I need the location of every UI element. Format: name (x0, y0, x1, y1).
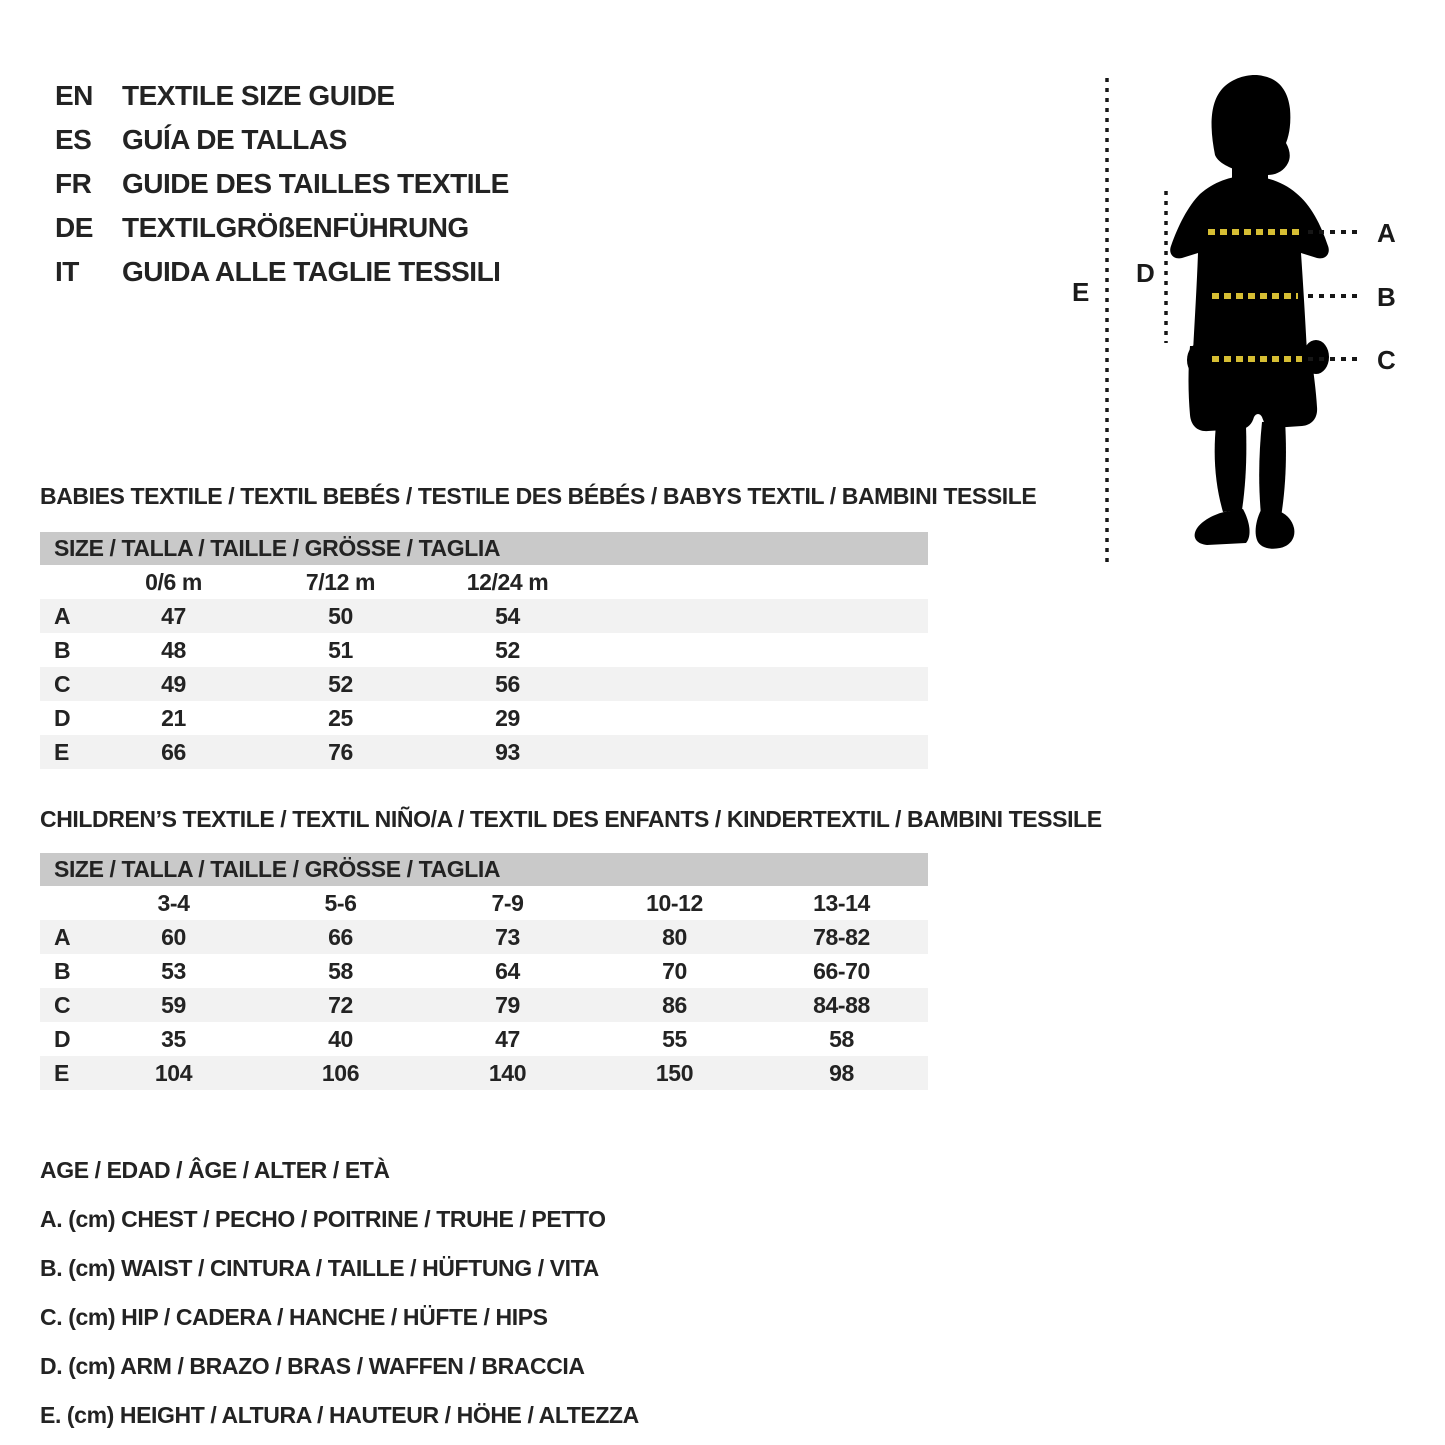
cell: 70 (662, 958, 687, 984)
children-section-title: CHILDREN’S TEXTILE / TEXTIL NIÑO/A / TEXTIL DES ENFANTS / KINDERTEXTIL / BAMBINI TESSILE (40, 806, 1102, 832)
babies-table-header-bar: SIZE / TALLA / TAILLE / GRÖSSE / TAGLIA (40, 532, 928, 565)
table-row-d (40, 701, 928, 735)
cell: 49 (161, 671, 186, 697)
language-code: ES (55, 124, 92, 155)
cell: 98 (829, 1060, 854, 1086)
row-label: B (54, 637, 71, 663)
children-table-header-bar: SIZE / TALLA / TAILLE / GRÖSSE / TAGLIA (40, 853, 928, 886)
column-header: 13-14 (813, 890, 870, 916)
cell: 21 (161, 705, 186, 731)
column-header: 5-6 (324, 890, 357, 916)
table-row-d (40, 1022, 928, 1056)
cell: 47 (495, 1026, 520, 1052)
row-label: D (54, 1026, 71, 1052)
corner-spacer (40, 565, 90, 599)
cell: 25 (328, 705, 353, 731)
cell: 80 (662, 924, 687, 950)
column-header: 0/6 m (145, 569, 202, 595)
language-code: IT (55, 256, 79, 287)
cell: 58 (829, 1026, 854, 1052)
children-size-table (40, 853, 928, 1090)
cell: 56 (495, 671, 520, 697)
cell: 35 (161, 1026, 186, 1052)
cell: 79 (495, 992, 520, 1018)
table-row-c (40, 988, 928, 1022)
legend-chest: A. (cm) CHEST / PECHO / POITRINE / TRUHE / PETTO (40, 1206, 606, 1232)
row-label: A (54, 924, 71, 950)
cell: 140 (488, 1060, 527, 1086)
row-label: E (54, 1060, 69, 1086)
cell: 52 (328, 671, 353, 697)
cell: 86 (662, 992, 687, 1018)
cell: 58 (328, 958, 353, 984)
label-a: A (1377, 218, 1396, 248)
cell: 55 (662, 1026, 687, 1052)
table-row-b (40, 633, 928, 667)
guide-title-de: TEXTILGRÖßENFÜHRUNG (122, 212, 469, 243)
label-e: E (1072, 277, 1090, 307)
language-row-de (55, 206, 509, 250)
column-header: 7-9 (491, 890, 524, 916)
language-title-list (55, 74, 509, 294)
table-row-b (40, 954, 928, 988)
column-header: 10-12 (646, 890, 703, 916)
cell: 104 (154, 1060, 193, 1086)
label-b: B (1377, 282, 1396, 312)
language-row-es (55, 118, 509, 162)
cell: 40 (328, 1026, 353, 1052)
corner-spacer (40, 886, 90, 920)
table-row-c (40, 667, 928, 701)
cell: 73 (495, 924, 520, 950)
table-row-e (40, 735, 928, 769)
cell: 60 (161, 924, 186, 950)
cell: 78-82 (813, 924, 870, 950)
legend-height: E. (cm) HEIGHT / ALTURA / HAUTEUR / HÖHE / ALTEZZA (40, 1402, 639, 1428)
child-measurement-figure (1050, 60, 1445, 600)
row-label: C (54, 671, 71, 697)
measurement-legend (40, 1146, 639, 1440)
table-row-e (40, 1056, 928, 1090)
cell: 54 (495, 603, 520, 629)
legend-waist: B. (cm) WAIST / CINTURA / TAILLE / HÜFTUNG / VITA (40, 1255, 599, 1281)
child-silhouette (1170, 75, 1329, 549)
babies-column-headers (40, 565, 928, 599)
cell: 72 (328, 992, 353, 1018)
cell: 29 (495, 705, 520, 731)
babies-size-table (40, 532, 928, 769)
guide-title-fr: GUIDE DES TAILLES TEXTILE (122, 168, 509, 199)
label-d: D (1136, 258, 1155, 288)
row-label: E (54, 739, 69, 765)
cell: 64 (495, 958, 520, 984)
cell: 66-70 (813, 958, 870, 984)
cell: 52 (495, 637, 520, 663)
guide-title-en: TEXTILE SIZE GUIDE (122, 80, 395, 111)
guide-title-it: GUIDA ALLE TAGLIE TESSILI (122, 256, 501, 287)
cell: 48 (161, 637, 186, 663)
legend-hip: C. (cm) HIP / CADERA / HANCHE / HÜFTE / HIPS (40, 1304, 548, 1330)
language-code: FR (55, 168, 92, 199)
language-row-en (55, 74, 509, 118)
row-label: A (54, 603, 71, 629)
cell: 66 (161, 739, 186, 765)
guide-title-es: GUÍA DE TALLAS (122, 124, 347, 155)
table-row-a (40, 599, 928, 633)
column-header: 3-4 (157, 890, 190, 916)
children-column-headers (40, 886, 928, 920)
language-code: EN (55, 80, 93, 111)
cell: 76 (328, 739, 353, 765)
column-header: 7/12 m (305, 569, 376, 595)
table-row-a (40, 920, 928, 954)
cell: 59 (161, 992, 186, 1018)
row-label: D (54, 705, 71, 731)
cell: 93 (495, 739, 520, 765)
cell: 84-88 (813, 992, 870, 1018)
column-header: 12/24 m (466, 569, 549, 595)
legend-arm: D. (cm) ARM / BRAZO / BRAS / WAFFEN / BRACCIA (40, 1353, 585, 1379)
language-row-it (55, 250, 509, 294)
cell: 150 (655, 1060, 694, 1086)
cell: 50 (328, 603, 353, 629)
cell: 66 (328, 924, 353, 950)
language-row-fr (55, 162, 509, 206)
cell: 106 (321, 1060, 360, 1086)
cell: 47 (161, 603, 186, 629)
language-code: DE (55, 212, 93, 243)
legend-age: AGE / EDAD / ÂGE / ALTER / ETÀ (40, 1157, 390, 1183)
row-label: B (54, 958, 71, 984)
babies-section-title: BABIES TEXTILE / TEXTIL BEBÉS / TESTILE DES BÉBÉS / BABYS TEXTIL / BAMBINI TESSILE (40, 483, 1037, 509)
cell: 53 (161, 958, 186, 984)
row-label: C (54, 992, 71, 1018)
label-c: C (1377, 345, 1396, 375)
cell: 51 (328, 637, 353, 663)
